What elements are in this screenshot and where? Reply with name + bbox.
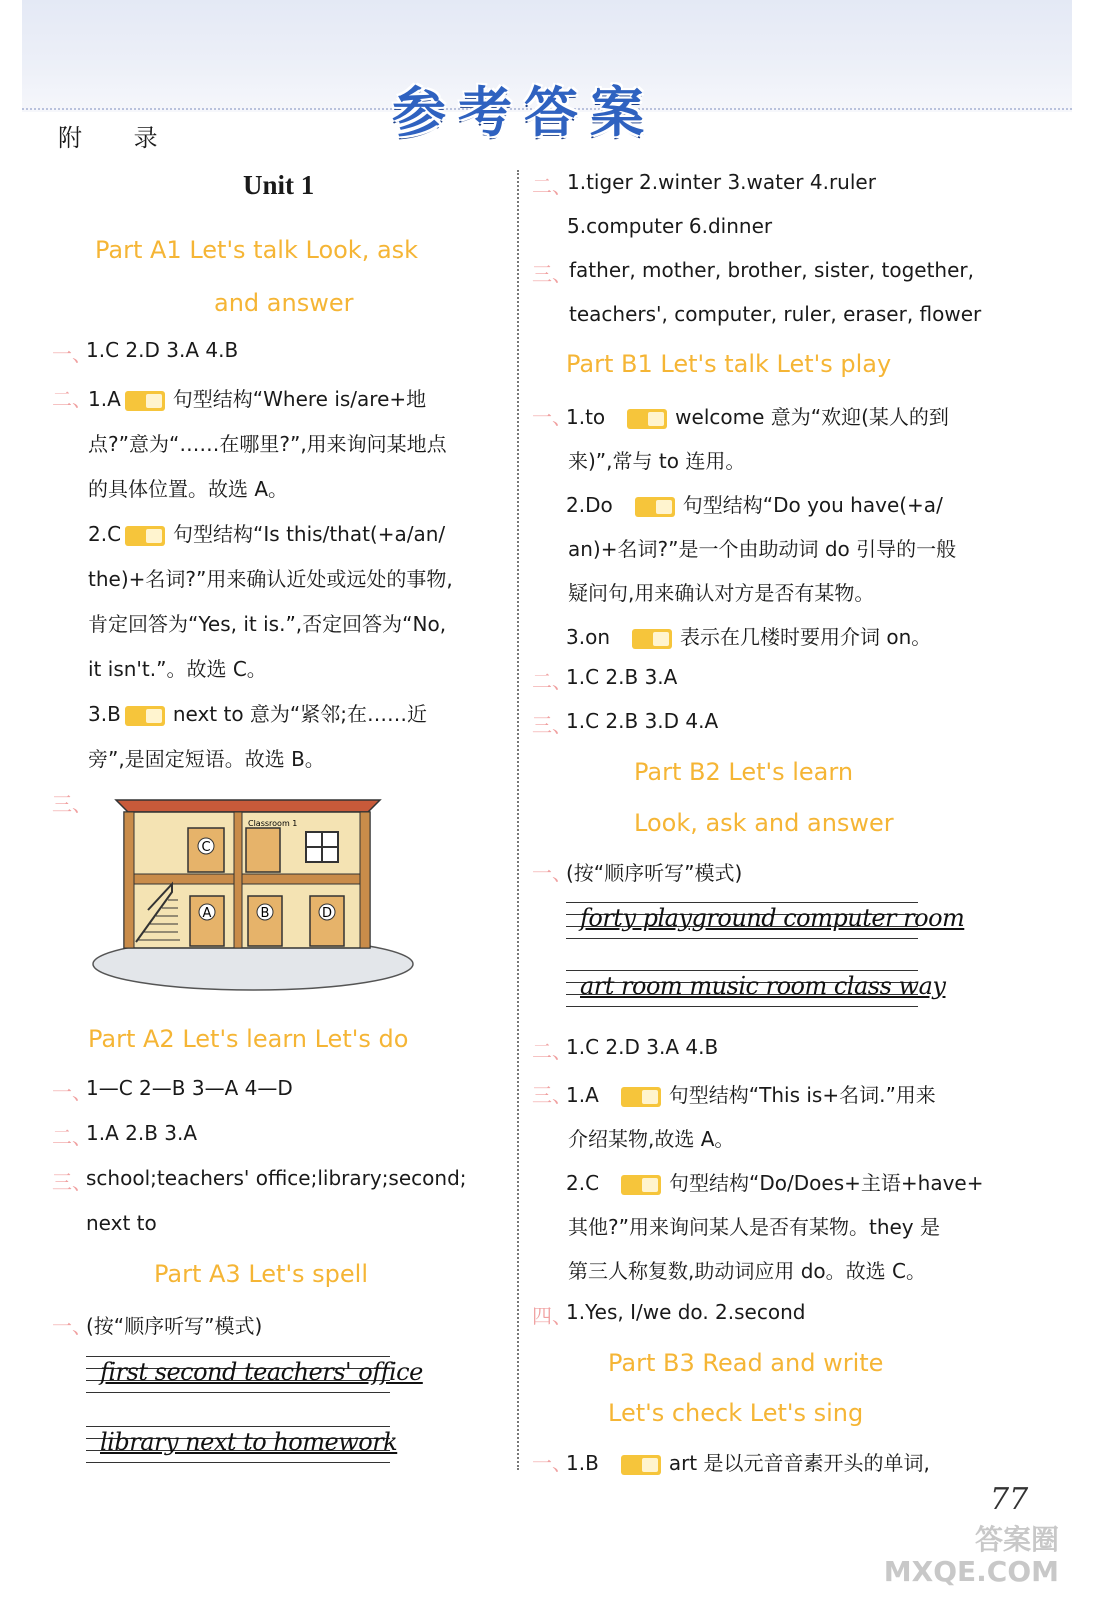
explanation-line: the)+名词?”用来确认近处或远处的事物,: [88, 567, 453, 591]
handwriting-text: art room music room class way: [580, 972, 946, 1000]
section-number: 二、: [532, 669, 572, 693]
handwriting-text: library next to homework: [100, 1428, 398, 1456]
answer-line: school;teachers' office;library;second;: [86, 1166, 467, 1190]
explanation-line: 介绍某物,故选 A。: [568, 1127, 735, 1151]
answer-label: 1.B: [566, 1451, 599, 1475]
part-b2-title-cont: Look, ask and answer: [634, 809, 894, 837]
explanation-line: it isn't.”。故选 C。: [88, 657, 267, 681]
explanation-text: art 是以元音音素开头的单词,: [668, 1451, 930, 1475]
part-a2-title: Part A2 Let's learn Let's do: [88, 1025, 409, 1053]
answer-line: 1.C 2.D 3.A 4.B: [566, 1035, 719, 1059]
section-number: 一、: [532, 861, 572, 885]
explanation-line: 旁”,是固定短语。故选 B。: [88, 747, 325, 771]
section-number: 二、: [532, 174, 572, 198]
answer-line: father, mother, brother, sister, together,: [569, 258, 974, 282]
explanation-text: 句型结构“This is+名词.”用来: [668, 1083, 936, 1107]
part-b2-title: Part B2 Let's learn: [634, 758, 854, 786]
explanation-line: 点?”意为“……在哪里?”,用来询问某地点: [88, 432, 447, 456]
part-a1-title: Part A1 Let's talk Look, ask: [95, 236, 419, 264]
explanation-text: 表示在几楼时要用介词 on。: [680, 625, 932, 649]
analysis-tag-icon: [635, 497, 675, 517]
section-number: 三、: [532, 262, 572, 286]
handwriting-lines: [566, 902, 965, 942]
answer-line: 1.A 2.B 3.A: [86, 1121, 198, 1145]
page-title: [388, 82, 656, 152]
section-number: 四、: [532, 1304, 572, 1328]
explanation-line: 其他?”用来询问某人是否有某物。they 是: [568, 1215, 940, 1239]
part-a1-title-cont: and answer: [214, 289, 354, 317]
analysis-tag-icon: [621, 1087, 661, 1107]
section-number: 三、: [532, 713, 572, 737]
explanation-line: 第三人称复数,助动词应用 do。故选 C。: [568, 1259, 926, 1283]
answer-label: 3.on: [566, 625, 610, 649]
analysis-tag-icon: [125, 706, 165, 726]
analysis-tag-icon: [621, 1175, 661, 1195]
analysis-tag-icon: [125, 391, 165, 411]
section-number: 一、: [52, 342, 92, 366]
classroom-sign: Classroom 1: [248, 819, 298, 828]
section-number: 一、: [52, 1314, 92, 1338]
handwriting-lines: [566, 970, 946, 1010]
answer-label: 1.A: [88, 387, 121, 411]
title-char: 参: [392, 81, 446, 144]
answer-line: [566, 1167, 984, 1196]
explanation-text: next to 意为“紧邻;在……近: [172, 702, 428, 726]
answer-line: (按“顺序听写”模式): [86, 1314, 263, 1338]
explanation-line: 的具体位置。故选 A。: [88, 477, 289, 501]
answer-line: [88, 383, 426, 412]
handwriting-lines: [86, 1356, 423, 1396]
watermark: [884, 1524, 1059, 1588]
page-number: 77: [990, 1482, 1029, 1517]
answer-line: 1.C 2.B 3.A: [566, 665, 678, 689]
door-label: D: [321, 906, 333, 921]
answer-line: 1.C 2.B 3.D 4.A: [566, 709, 719, 733]
pillar-icon: [124, 812, 134, 948]
answer-label: 2.C: [88, 522, 122, 546]
answer-label: 2.C: [566, 1171, 600, 1195]
part-b1-title: Part B1 Let's talk Let's play: [566, 350, 892, 378]
explanation-text: 句型结构“Is this/that(+a/an/: [173, 522, 446, 546]
handwriting-lines: [86, 1426, 398, 1466]
column-divider: [517, 170, 519, 1470]
section-number: 一、: [532, 1451, 572, 1475]
unit-title: Unit 1: [243, 170, 315, 200]
floor-beam-icon: [124, 874, 370, 884]
part-b3-title-cont: Let's check Let's sing: [608, 1399, 864, 1427]
section-number: 三、: [52, 792, 92, 816]
answer-line: (按“顺序听写”模式): [566, 861, 743, 885]
watermark-logo-text: 答案圈: [974, 1523, 1059, 1556]
explanation-text: 句型结构“Do/Does+主语+have+: [669, 1171, 984, 1195]
explanation-line: 肯定回答为“Yes, it is.”,否定回答为“No,: [88, 612, 447, 636]
answer-line: 1.Yes, I/we do. 2.second: [566, 1300, 806, 1324]
analysis-tag-icon: [125, 526, 165, 546]
answer-label: 2.Do: [566, 493, 613, 517]
section-number: 二、: [52, 387, 92, 411]
door-label: B: [260, 906, 270, 921]
answer-line: [566, 1079, 936, 1108]
explanation-text: 句型结构“Where is/are+地: [172, 387, 427, 411]
explanation-line: 疑问句,用来确认对方是否有某物。: [568, 581, 875, 605]
answer-line: [566, 401, 949, 430]
section-number: 二、: [52, 1125, 92, 1149]
answer-line: 1.C 2.D 3.A 4.B: [86, 338, 239, 362]
answer-line: [566, 489, 943, 518]
watermark-url: MXQE.COM: [883, 1555, 1059, 1588]
answer-line: [88, 698, 427, 727]
section-number: 二、: [532, 1039, 572, 1063]
section-number: 一、: [532, 405, 572, 429]
answer-label: 1.to: [566, 405, 606, 429]
appendix-label: 附 录: [58, 124, 180, 152]
analysis-tag-icon: [621, 1455, 661, 1475]
explanation-line: 来)”,常与 to 连用。: [568, 449, 746, 473]
answer-line: [566, 1447, 930, 1476]
answer-line: [566, 621, 931, 650]
explanation-text: welcome 意为“欢迎(某人的到: [675, 405, 949, 429]
pillar-icon: [360, 812, 370, 948]
door-label: A: [202, 906, 212, 921]
answer-line: [88, 518, 445, 547]
answer-label: 3.B: [88, 702, 121, 726]
answer-line: 1.tiger 2.winter 3.water 4.ruler: [567, 170, 876, 194]
school-building-illustration: [88, 792, 418, 1002]
section-number: 一、: [52, 1080, 92, 1104]
answer-label: 1.A: [566, 1083, 599, 1107]
part-a3-title: Part A3 Let's spell: [154, 1260, 369, 1288]
title-char: 案: [590, 81, 644, 144]
answer-line: 5.computer 6.dinner: [567, 214, 773, 238]
roof-icon: [116, 800, 380, 812]
title-char: 考: [458, 81, 512, 144]
section-number: 三、: [532, 1083, 572, 1107]
title-char: 答: [524, 81, 578, 144]
door-icon: [246, 828, 280, 872]
explanation-line: an)+名词?”是一个由助动词 do 引导的一般: [568, 537, 957, 561]
part-b3-title: Part B3 Read and write: [608, 1349, 884, 1377]
explanation-text: 句型结构“Do you have(+a/: [682, 493, 943, 517]
analysis-tag-icon: [627, 409, 667, 429]
door-label: C: [201, 840, 211, 855]
pillar-icon: [234, 812, 242, 948]
answer-line: next to: [86, 1211, 157, 1235]
section-number: 三、: [52, 1170, 92, 1194]
handwriting-text: first second teachers' office: [100, 1358, 423, 1386]
analysis-tag-icon: [632, 629, 672, 649]
handwriting-text: forty playground computer room: [580, 904, 965, 932]
answer-line: teachers', computer, ruler, eraser, flower: [569, 302, 982, 326]
answer-line: 1—C 2—B 3—A 4—D: [86, 1076, 293, 1100]
